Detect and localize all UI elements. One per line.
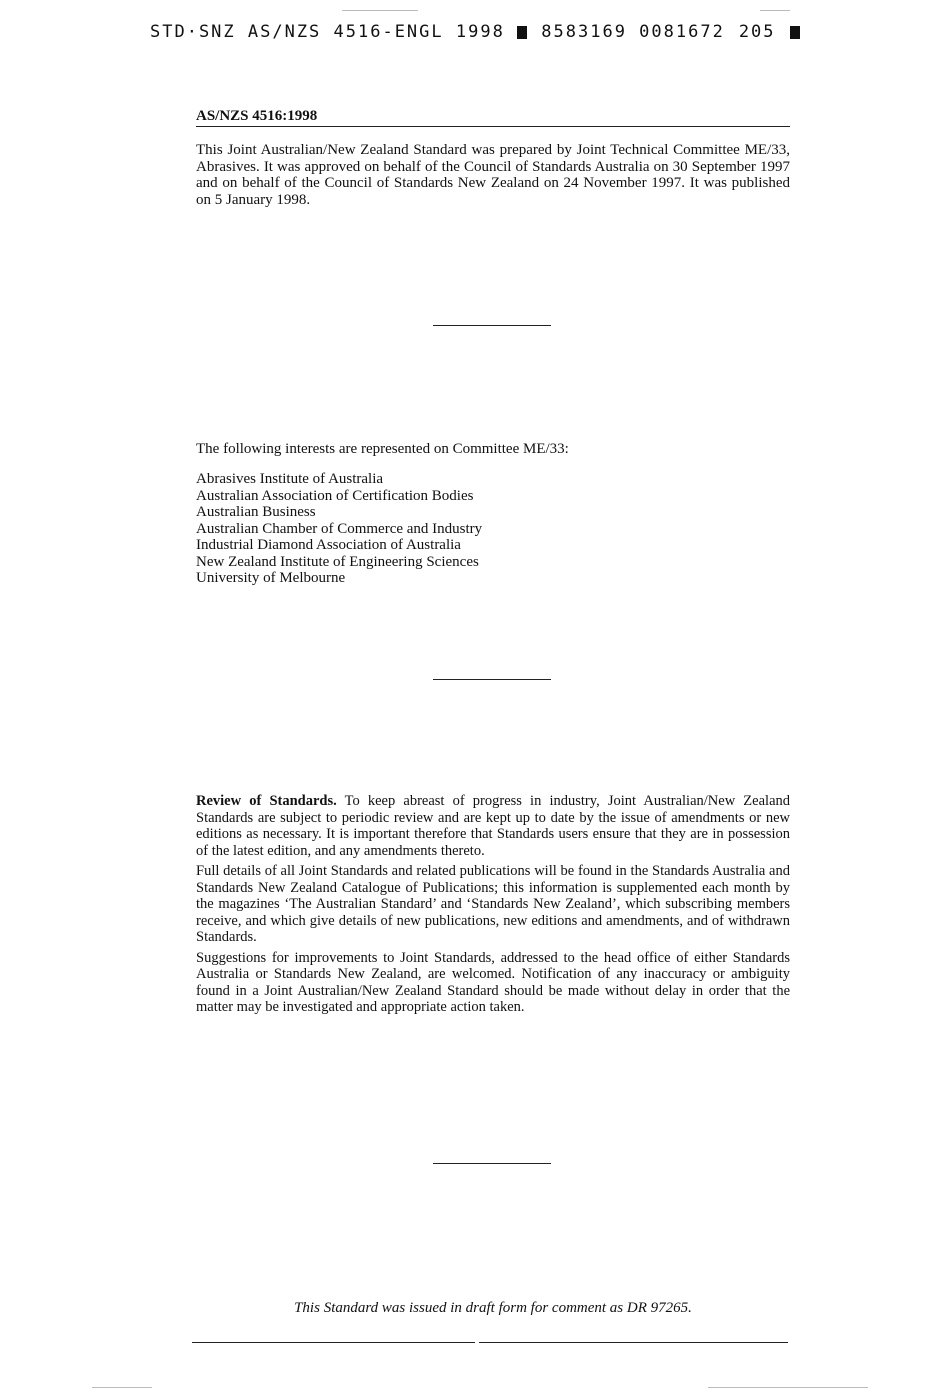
- preparation-paragraph: This Joint Australian/New Zealand Standard was prepared by Joint Technical Committee ME/33, Abrasives. It was approved on behalf of the Council of Standards Australia on 30 September 1997 and on behalf of the Council of Standards New Zealand on 24 November 1997. It was published on 5 January 1998.: [196, 142, 790, 208]
- committee-heading: The following interests are represented on Committee ME/33:: [196, 441, 569, 457]
- header-block-mark: [517, 26, 527, 39]
- scan-mark: [92, 1387, 152, 1388]
- header-code-left: STD·SNZ AS/NZS 4516-ENGL 1998: [150, 22, 505, 42]
- committee-member: Australian Chamber of Commerce and Industry: [196, 520, 483, 537]
- bottom-rule: [479, 1342, 788, 1343]
- review-of-standards: [196, 793, 790, 1020]
- review-paragraph-2: Full details of all Joint Standards and related publications will be found in the Standards Australia and Standards New Zealand Catalogue of Publications; this information is supplemented each month by the magazines ‘The Australian Standard’ and ‘Standards New Zealand’, which subscribing members receive, and which give details of new publications, new editions and amendments, and of withdrawn Standards.: [196, 863, 790, 945]
- committee-member: University of Melbourne: [196, 570, 346, 586]
- review-paragraph-3: Suggestions for improvements to Joint Standards, addressed to the head office of either Standards Australia or Standards New Zealand, are welcomed. Notification of any inaccuracy or ambiguity found in a Joint Australian/New Zealand Standard should be made without delay in order that the matter may be investigated and appropriate action taken.: [196, 949, 790, 1015]
- header-code-middle: 8583169 0081672: [541, 22, 725, 42]
- header-block-mark-end: [790, 26, 800, 39]
- scan-mark: [708, 1387, 868, 1388]
- committee-members-list: [196, 471, 482, 587]
- bottom-rule: [192, 1342, 475, 1343]
- review-text-1: To keep abreast of progress in industry, Joint Australian/New Zealand Standards are subject to periodic review and are kept up to date by the issue of amendments or new editions as necessary. It is important therefore that Standards users ensure that they are in possession of the latest edition, and any amendments thereto.: [196, 793, 791, 859]
- review-paragraph-1: [196, 793, 790, 859]
- committee-member: New Zealand Institute of Engineering Sciences: [196, 553, 479, 570]
- committee-member: Industrial Diamond Association of Australia: [196, 537, 461, 553]
- section-divider: [433, 325, 551, 326]
- committee-member: Australian Association of Certification Bodies: [196, 487, 474, 504]
- committee-member: Australian Business: [196, 504, 316, 520]
- committee-member: Abrasives Institute of Australia: [196, 471, 384, 487]
- scan-header-code: [150, 18, 800, 46]
- review-lead: Review of Standards.: [196, 793, 337, 809]
- scan-mark: [342, 10, 418, 11]
- draft-note: This Standard was issued in draft form for comment as DR 97265.: [294, 1300, 692, 1316]
- header-code-right: 205: [738, 22, 776, 42]
- section-divider: [433, 679, 551, 680]
- document-id: AS/NZS 4516:1998: [196, 108, 790, 127]
- section-divider: [433, 1163, 551, 1164]
- scan-mark: [760, 10, 790, 11]
